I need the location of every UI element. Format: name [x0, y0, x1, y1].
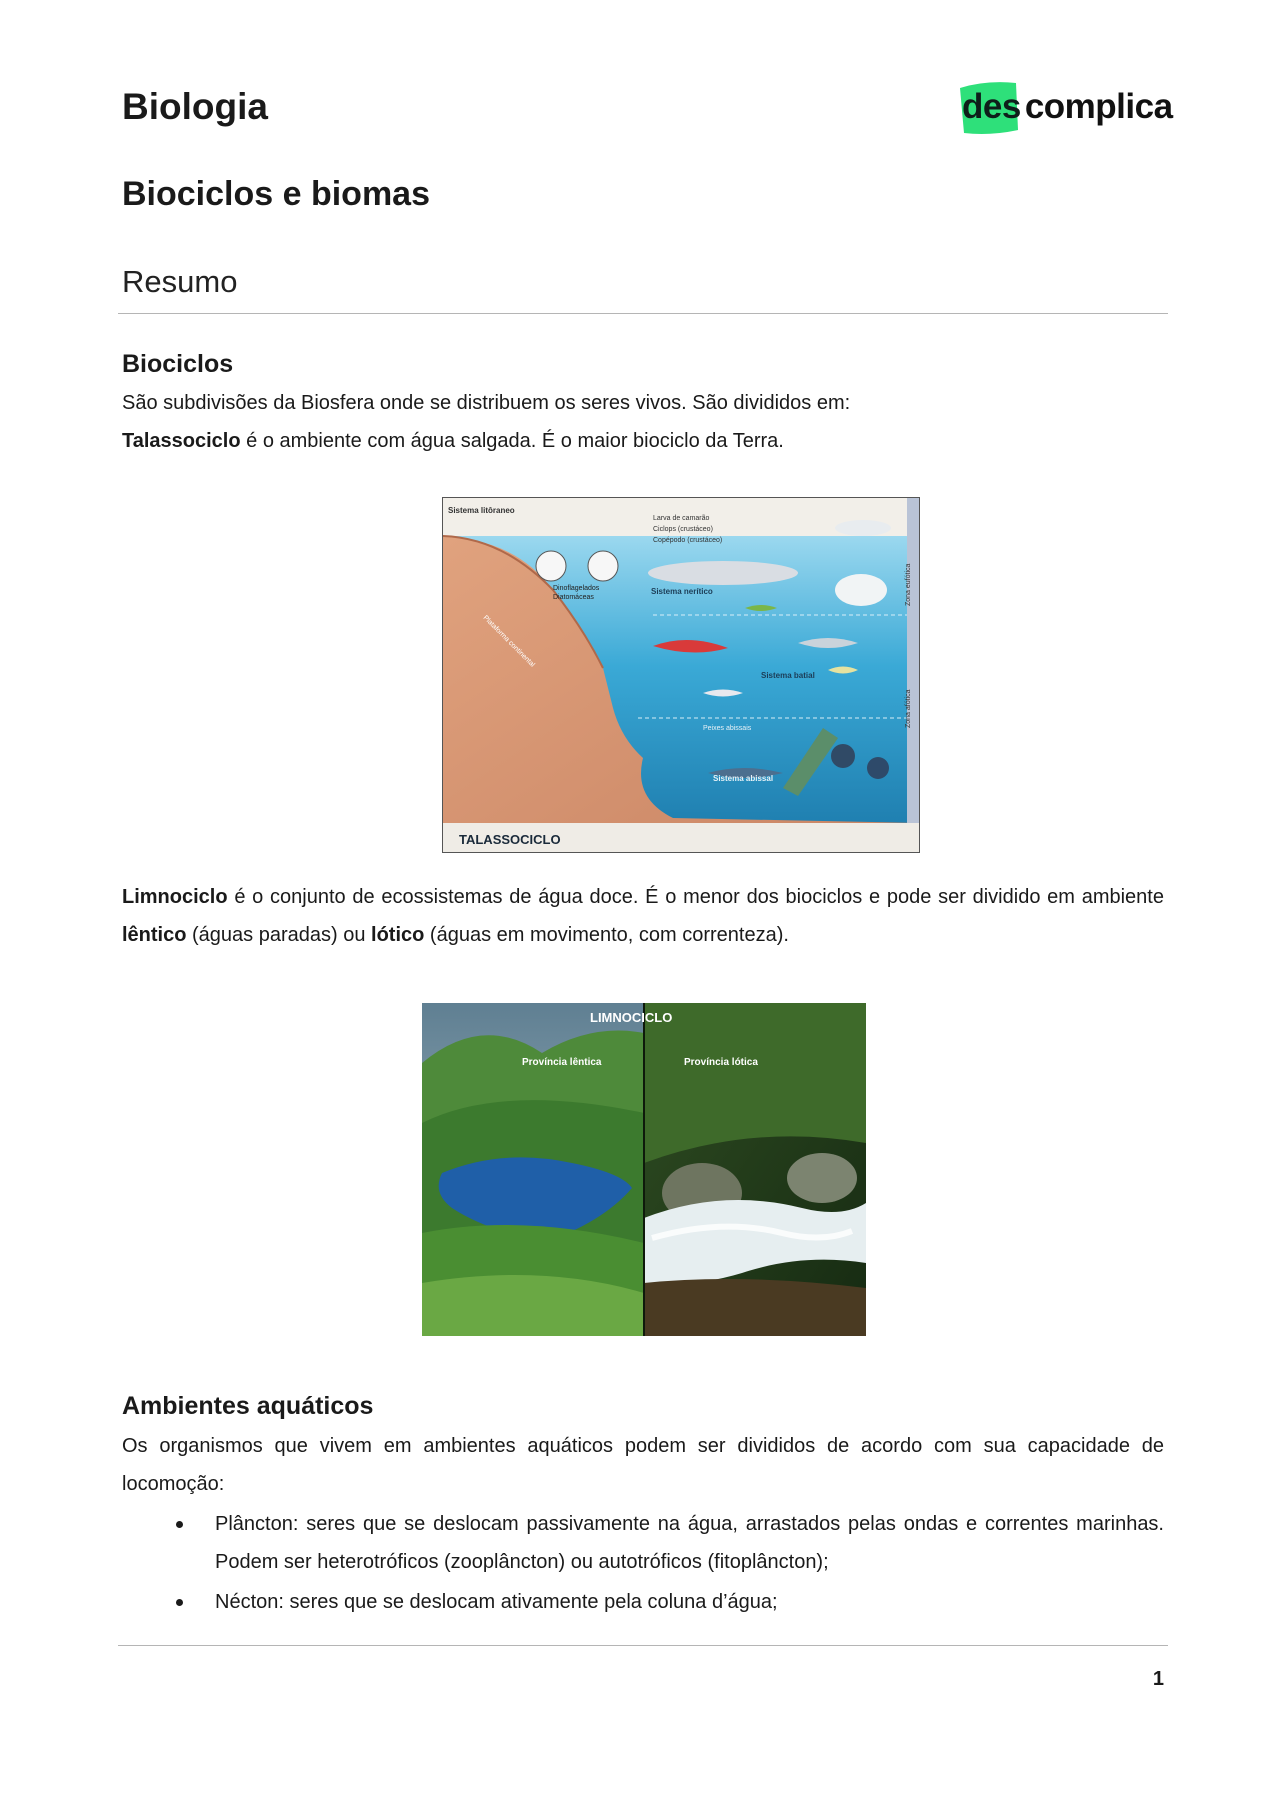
locomotion-list: [122, 1505, 1164, 1623]
label-batial: Sistema batial: [761, 671, 815, 680]
page-number: 1: [1152, 1668, 1164, 1690]
bullet-dot: [176, 1521, 183, 1528]
talassociclo-figure: [442, 497, 920, 853]
label-peixes: Peixes abissais: [703, 725, 752, 732]
heading-biociclos: Biociclos: [122, 350, 234, 378]
label-abissal: Sistema abissal: [713, 774, 774, 783]
label-talassociclo: TALASSOCICLO: [459, 832, 561, 847]
list-item: Plâncton: seres que se deslocam passivamente na água, arrastados pelas ondas e correntes marinhas. Podem ser heterotróficos (zooplâncton) ou autotróficos (fitoplâncton);: [122, 1505, 1164, 1581]
label-limnociclo: LIMNOCICLO: [590, 1010, 673, 1025]
heading-ambientes-aquaticos: Ambientes aquáticos: [122, 1392, 374, 1420]
label-neritico: Sistema nerítico: [651, 587, 713, 596]
label-eufotica: Zona eufótica: [905, 563, 912, 606]
section-title: Resumo: [122, 264, 238, 299]
label-litoral: Sistema litôraneo: [448, 506, 515, 515]
term-limnociclo: Limnociclo: [122, 886, 228, 908]
label-plataforma: Plataforma continental: [481, 614, 536, 669]
list-item: Nécton: seres que se deslocam ativamente pela coluna d’água;: [122, 1583, 1164, 1621]
paragraph-talassociclo: Talassociclo é o ambiente com água salgada. É o maior biociclo da Terra.: [122, 430, 784, 452]
paragraph-biociclos-intro: São subdivisões da Biosfera onde se distribuem os seres vivos. São divididos em:: [122, 392, 851, 414]
talassociclo-illustration: [443, 498, 919, 852]
descomplica-logo[interactable]: [962, 78, 1173, 136]
term-talassociclo: Talassociclo: [122, 430, 241, 452]
section-divider: [118, 313, 1168, 314]
logo-des-text: des: [962, 87, 1021, 126]
term-lentico: lêntico: [122, 924, 187, 946]
label-copepodo: Copépodo (crustáceo): [653, 537, 723, 544]
bullet-dot: [176, 1599, 183, 1606]
label-lentica: Província lêntica: [522, 1057, 602, 1068]
limnociclo-photo: [422, 1003, 866, 1336]
logo-complica-text: complica: [1024, 87, 1173, 126]
label-dino: Dinoflagelados: [553, 585, 600, 592]
paragraph-ambientes-intro: Os organismos que vivem em ambientes aquáticos podem ser divididos de acordo com sua capacidade de locomoção:: [122, 1435, 1164, 1495]
label-afotica: Zona afótica: [905, 689, 912, 728]
subject-title: Biologia: [122, 86, 268, 127]
paragraph-limnociclo: Limnociclo é o conjunto de ecossistemas de água doce. É o menor dos biociclos e pode ser dividido em ambiente lêntico (águas paradas) ou lótico (águas em movimento, com correnteza).: [122, 886, 1164, 946]
label-larva: Larva de camarão: [653, 515, 710, 522]
limnociclo-figure: [422, 1003, 866, 1336]
label-ciclops: Ciclops (crustáceo): [653, 526, 713, 533]
document-title: Biociclos e biomas: [122, 175, 430, 213]
label-diatomaceas: Diatomáceas: [553, 594, 594, 601]
term-lotico: lótico: [371, 924, 425, 946]
label-lotica: Província lótica: [684, 1057, 758, 1068]
footer-divider: [118, 1645, 1168, 1646]
